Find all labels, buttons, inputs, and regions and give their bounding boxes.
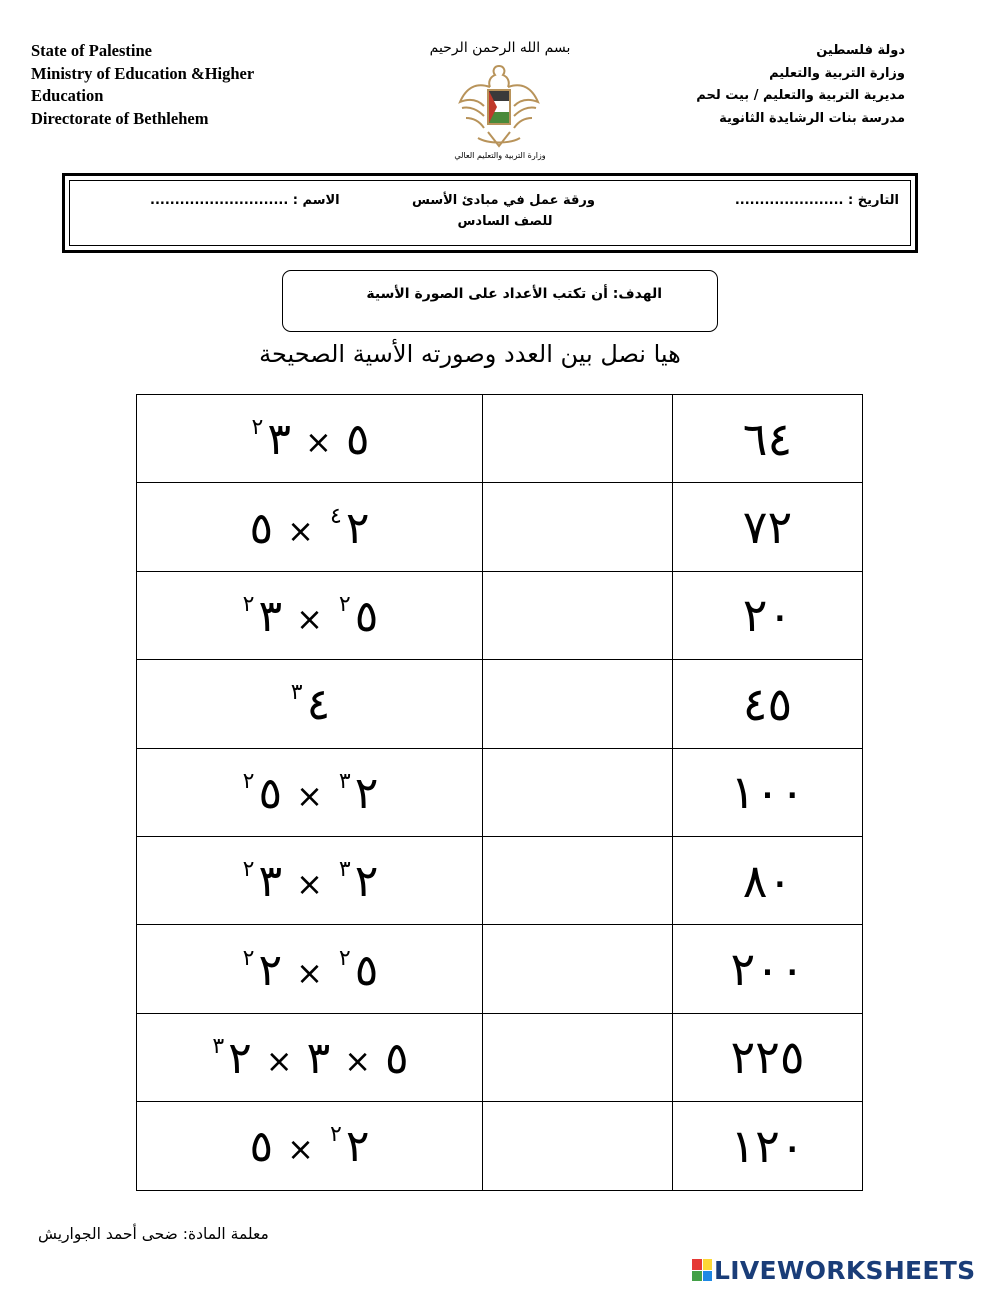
table-row — [137, 836, 863, 924]
logo-square-blue — [703, 1271, 713, 1282]
exponent: ٤ — [329, 503, 342, 529]
goal-text: الهدف: أن تكتب الأعداد على الصورة الأسية — [366, 286, 662, 302]
exponent-expression-cell[interactable] — [137, 571, 483, 659]
goal-box — [282, 270, 718, 332]
english-header-line: State of Palestine — [31, 41, 152, 60]
base-number: ٢ — [228, 1032, 252, 1084]
exponent: ٢ — [329, 1122, 342, 1148]
exponent-expression — [241, 856, 379, 908]
arabic-header-line: وزارة التربية والتعليم — [769, 65, 905, 81]
exponent: ٣ — [290, 680, 303, 706]
exponent: ٢ — [251, 415, 264, 441]
matching-area-cell[interactable] — [483, 1102, 673, 1190]
exponent-expression-cell[interactable] — [137, 483, 483, 571]
date-field[interactable]: التاريخ : ...................... — [734, 193, 899, 208]
number-value: ٢٠ — [742, 588, 793, 643]
table-row — [137, 748, 863, 836]
times-sign: × — [296, 776, 323, 815]
exponent-expression-cell[interactable] — [137, 925, 483, 1013]
exponent: ٢ — [242, 768, 255, 794]
times-sign: × — [287, 1130, 314, 1169]
liveworksheets-logo — [692, 1255, 992, 1285]
exponent-expression-cell[interactable] — [137, 660, 483, 748]
exponent-expression — [249, 502, 370, 554]
basmala: بسم الله الرحمن الرحيم — [429, 40, 571, 56]
title-box-inner-border — [69, 180, 911, 246]
liveworksheets-logo-text: LIVEWORKSHEETS — [714, 1255, 976, 1285]
table-row — [137, 925, 863, 1013]
number-value: ٢٢٥ — [730, 1030, 805, 1085]
number-cell[interactable] — [673, 748, 863, 836]
logo-square-red — [692, 1259, 702, 1270]
base-number: ٥ — [354, 590, 379, 642]
arabic-header-line: مدرسة بنات الرشايدة الثانوية — [719, 110, 905, 126]
base-number: ٤ — [306, 679, 331, 731]
times-sign: × — [296, 599, 323, 638]
name-field[interactable]: الاسم : ............................ — [150, 193, 340, 208]
base-number: ٥ — [385, 1032, 409, 1084]
base-number: ٥ — [249, 1121, 274, 1173]
matching-area-cell[interactable] — [483, 571, 673, 659]
times-sign: × — [296, 865, 323, 904]
times-sign: × — [305, 423, 332, 462]
exponent-expression — [250, 414, 370, 466]
worksheet-grade: للصف السادس — [457, 214, 553, 229]
table-row — [137, 571, 863, 659]
table-row — [137, 1102, 863, 1190]
exponent: ٢ — [242, 591, 255, 617]
base-number: ٢ — [345, 1121, 370, 1173]
base-number: ٢ — [345, 502, 370, 554]
matching-area-cell[interactable] — [483, 925, 673, 1013]
matching-table — [136, 394, 863, 1191]
exponent-expression-cell[interactable] — [137, 1102, 483, 1190]
times-sign: × — [287, 511, 314, 550]
arabic-header-line: مديرية التربية والتعليم / بيت لحم — [696, 88, 905, 103]
base-number: ٥ — [258, 767, 283, 819]
exponent: ٢ — [338, 591, 351, 617]
number-cell[interactable] — [673, 1013, 863, 1101]
exponent-expression — [289, 679, 331, 731]
number-cell[interactable] — [673, 395, 863, 483]
number-value: ٢٠٠ — [730, 942, 805, 997]
worksheet-title-box — [62, 173, 918, 253]
table-row — [137, 660, 863, 748]
exponent-expression — [241, 590, 379, 642]
exponent-expression-cell[interactable] — [137, 395, 483, 483]
matching-area-cell[interactable] — [483, 748, 673, 836]
number-cell[interactable] — [673, 571, 863, 659]
number-value: ٧٢ — [742, 500, 793, 555]
exponent: ٢ — [338, 945, 351, 971]
teacher-name: معلمة المادة: ضحى أحمد الجواريش — [38, 1225, 269, 1243]
base-number: ٣ — [258, 856, 283, 908]
logo-square-green — [692, 1271, 702, 1282]
exponent-expression — [210, 1032, 409, 1084]
base-number: ٣ — [267, 414, 291, 466]
matching-area-cell[interactable] — [483, 395, 673, 483]
number-cell[interactable] — [673, 925, 863, 1013]
number-value: ٨٠ — [742, 853, 793, 908]
table-row — [137, 483, 863, 571]
exponent-expression-cell[interactable] — [137, 836, 483, 924]
instruction-text: هيا نصل بين العدد وصورته الأسية الصحيحة — [259, 340, 681, 368]
matching-area-cell[interactable] — [483, 483, 673, 571]
exponent: ٣ — [338, 768, 351, 794]
palestine-eagle-emblem-icon — [452, 60, 547, 150]
base-number: ٣ — [258, 590, 283, 642]
exponent: ٣ — [338, 857, 351, 883]
exponent-expression-cell[interactable] — [137, 748, 483, 836]
exponent-expression — [241, 767, 379, 819]
number-value: ٤٥ — [742, 676, 793, 731]
base-number: ٥ — [345, 414, 370, 466]
times-sign: × — [344, 1041, 372, 1080]
english-header — [31, 40, 361, 130]
matching-area-cell[interactable] — [483, 836, 673, 924]
logo-square-yellow — [703, 1259, 713, 1270]
base-number: ٢ — [258, 944, 283, 996]
number-cell[interactable] — [673, 483, 863, 571]
number-cell[interactable] — [673, 836, 863, 924]
arabic-header — [585, 40, 905, 130]
exponent-expression-cell[interactable] — [137, 1013, 483, 1101]
worksheet-title: ورقة عمل في مبادئ الأسس — [411, 193, 595, 208]
number-value: ٦٤ — [742, 411, 793, 466]
exponent-expression — [249, 1121, 370, 1173]
emblem-caption: وزارة التربية والتعليم العالي — [454, 151, 546, 160]
liveworksheets-logo-icon — [692, 1259, 712, 1281]
times-sign: × — [265, 1041, 293, 1080]
table-row — [137, 395, 863, 483]
number-cell[interactable] — [673, 1102, 863, 1190]
matching-area-cell[interactable] — [483, 660, 673, 748]
exponent: ٢ — [242, 857, 255, 883]
base-number: ٢ — [354, 767, 379, 819]
number-cell[interactable] — [673, 660, 863, 748]
base-number: ٢ — [354, 856, 379, 908]
base-number: ٥ — [354, 944, 379, 996]
base-number: ٣ — [306, 1032, 331, 1084]
english-header-line: Ministry of Education &Higher — [31, 63, 255, 83]
exponent: ٢ — [242, 945, 255, 971]
number-value: ١٢٠ — [730, 1118, 805, 1173]
table-row — [137, 1013, 863, 1101]
exponent-expression — [241, 944, 379, 996]
times-sign: × — [296, 953, 323, 992]
matching-area-cell[interactable] — [483, 1013, 673, 1101]
english-header-line: Directorate of Bethlehem — [31, 108, 209, 128]
exponent: ٣ — [212, 1033, 225, 1059]
base-number: ٥ — [249, 502, 274, 554]
english-header-line: Education — [31, 86, 104, 105]
number-value: ١٠٠ — [730, 765, 805, 820]
arabic-header-line: دولة فلسطين — [816, 43, 905, 58]
